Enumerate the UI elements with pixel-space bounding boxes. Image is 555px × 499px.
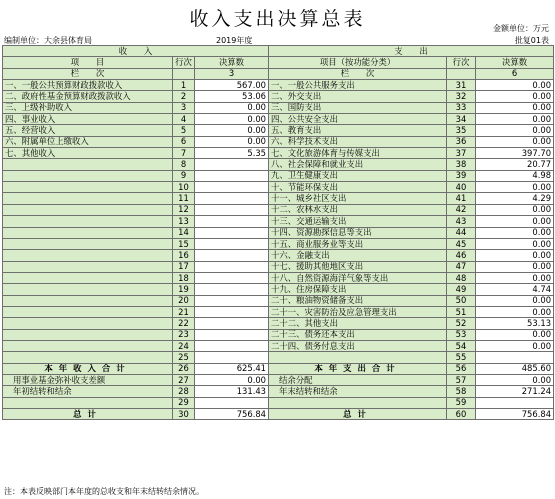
income-amount-cell — [195, 216, 269, 227]
income-item-cell: 五、经营收入 — [3, 125, 173, 136]
income-amount-cell: 5.35 — [195, 148, 269, 159]
income-amount-cell — [195, 250, 269, 261]
expense-item-cell: 年末结转和结余 — [269, 386, 447, 397]
expense-item-cell: 二、外交支出 — [269, 91, 447, 102]
summary-row — [3, 374, 554, 385]
table-row — [3, 295, 554, 306]
table-row — [3, 227, 554, 238]
expense-amount-cell: 756.84 — [476, 409, 554, 420]
income-amount-cell — [195, 397, 269, 408]
income-line-cell: 15 — [173, 238, 195, 249]
income-amount-cell: 625.41 — [195, 363, 269, 374]
summary-row — [3, 397, 554, 408]
expense-item-cell: 五、教育支出 — [269, 125, 447, 136]
expense-amount-cell: 4.29 — [476, 193, 554, 204]
expense-line-cell: 53 — [447, 329, 476, 340]
expense-item-cell: 二十一、灾害防治及应急管理支出 — [269, 306, 447, 317]
table-row — [3, 284, 554, 295]
income-line-cell: 14 — [173, 227, 195, 238]
income-line-cell: 7 — [173, 148, 195, 159]
income-item-cell — [3, 238, 173, 249]
income-line-cell: 27 — [173, 374, 195, 385]
expense-line-cell: 54 — [447, 340, 476, 351]
income-item-cell — [3, 193, 173, 204]
expense-line-cell: 43 — [447, 216, 476, 227]
expense-line-cell: 40 — [447, 182, 476, 193]
income-line-cell: 8 — [173, 159, 195, 170]
table-row — [3, 80, 554, 91]
table-row — [3, 352, 554, 363]
income-item-cell: 一、一般公共预算财政拨款收入 — [3, 80, 173, 91]
table-row — [3, 261, 554, 272]
expense-item-cell: 十七、援助其他地区支出 — [269, 261, 447, 272]
expense-line-cell: 55 — [447, 352, 476, 363]
table-row — [3, 159, 554, 170]
expense-item-cell: 二十四、债务付息支出 — [269, 340, 447, 351]
income-amount-cell — [195, 352, 269, 363]
expense-line-index — [447, 68, 476, 79]
income-amount-cell — [195, 193, 269, 204]
income-item-cell — [3, 261, 173, 272]
expense-item-cell: 十六、金融支出 — [269, 250, 447, 261]
income-line-cell: 25 — [173, 352, 195, 363]
income-line-cell: 23 — [173, 329, 195, 340]
expense-item-cell: 七、文化旅游体育与传媒支出 — [269, 148, 447, 159]
expense-column-label: 栏 次 — [269, 68, 447, 79]
income-item-cell — [3, 216, 173, 227]
expense-item-cell: 十九、住房保障支出 — [269, 284, 447, 295]
table-row — [3, 182, 554, 193]
income-item-cell: 四、事业收入 — [3, 114, 173, 125]
expense-item-cell: 四、公共安全支出 — [269, 114, 447, 125]
income-line-header: 行次 — [173, 57, 195, 68]
expense-item-cell: 结余分配 — [269, 374, 447, 385]
expense-line-cell: 31 — [447, 80, 476, 91]
expense-line-cell: 52 — [447, 318, 476, 329]
income-item-cell — [3, 340, 173, 351]
expense-line-cell: 32 — [447, 91, 476, 102]
income-line-cell: 10 — [173, 182, 195, 193]
table-row — [3, 306, 554, 317]
expense-item-cell: 十二、农林水支出 — [269, 204, 447, 215]
income-line-cell: 18 — [173, 272, 195, 283]
income-line-cell: 11 — [173, 193, 195, 204]
expense-amount-cell — [476, 352, 554, 363]
income-item-cell — [3, 352, 173, 363]
expense-line-header: 行次 — [447, 57, 476, 68]
income-line-cell: 13 — [173, 216, 195, 227]
income-amount-cell — [195, 227, 269, 238]
expense-item-cell: 三、国防支出 — [269, 102, 447, 113]
table-row — [3, 216, 554, 227]
income-line-cell: 2 — [173, 91, 195, 102]
income-section-header: 收 入 — [3, 46, 269, 57]
expense-item-cell: 二十三、债务还本支出 — [269, 329, 447, 340]
income-item-header: 项 目 — [3, 57, 173, 68]
income-line-cell: 28 — [173, 386, 195, 397]
income-line-cell: 22 — [173, 318, 195, 329]
income-amount-cell: 567.00 — [195, 80, 269, 91]
income-item-cell: 六、附属单位上缴收入 — [3, 136, 173, 147]
income-item-cell: 用事业基金弥补收支差额 — [3, 374, 173, 385]
table-row — [3, 250, 554, 261]
income-line-cell: 20 — [173, 295, 195, 306]
expense-line-cell: 49 — [447, 284, 476, 295]
income-item-cell: 本年收入合计 — [3, 363, 173, 374]
expense-item-cell: 二十、粮油物资储备支出 — [269, 295, 447, 306]
income-amount-cell: 53.06 — [195, 91, 269, 102]
expense-amount-cell: 0.00 — [476, 374, 554, 385]
table-row — [3, 204, 554, 215]
expense-item-cell: 本年支出合计 — [269, 363, 447, 374]
expense-amount-cell: 53.13 — [476, 318, 554, 329]
expense-item-cell: 十八、自然资源海洋气象等支出 — [269, 272, 447, 283]
expense-amount-cell: 0.00 — [476, 125, 554, 136]
table-row — [3, 238, 554, 249]
table-row — [3, 193, 554, 204]
expense-item-cell — [269, 352, 447, 363]
income-line-cell: 4 — [173, 114, 195, 125]
expense-line-cell: 48 — [447, 272, 476, 283]
table-row — [3, 125, 554, 136]
income-line-cell: 30 — [173, 409, 195, 420]
column-index-row — [3, 68, 554, 79]
expense-amount-cell: 0.00 — [476, 306, 554, 317]
expense-amount-cell: 0.00 — [476, 91, 554, 102]
income-amount-cell — [195, 284, 269, 295]
income-amount-cell: 0.00 — [195, 374, 269, 385]
income-item-cell — [3, 250, 173, 261]
expense-amount-cell: 0.00 — [476, 295, 554, 306]
income-item-cell: 年初结转和结余 — [3, 386, 173, 397]
income-amount-cell — [195, 329, 269, 340]
income-amount-cell — [195, 159, 269, 170]
income-line-cell: 5 — [173, 125, 195, 136]
expense-line-cell: 33 — [447, 102, 476, 113]
expense-amount-cell: 0.00 — [476, 329, 554, 340]
expense-item-cell: 十五、商业服务业等支出 — [269, 238, 447, 249]
expense-amount-cell: 0.00 — [476, 340, 554, 351]
summary-row — [3, 386, 554, 397]
expense-section-header: 支 出 — [269, 46, 554, 57]
income-line-cell: 21 — [173, 306, 195, 317]
income-amount-cell: 0.00 — [195, 114, 269, 125]
expense-amount-cell: 0.00 — [476, 114, 554, 125]
income-line-index — [173, 68, 195, 79]
expense-item-cell: 十三、交通运输支出 — [269, 216, 447, 227]
table-row — [3, 318, 554, 329]
expense-item-cell: 十、节能环保支出 — [269, 182, 447, 193]
expense-amount-cell: 0.00 — [476, 216, 554, 227]
income-item-cell — [3, 159, 173, 170]
income-amount-cell — [195, 318, 269, 329]
income-column-label: 栏 次 — [3, 68, 173, 79]
income-amount-cell — [195, 182, 269, 193]
income-line-cell: 19 — [173, 284, 195, 295]
footnote: 注：本表反映部门本年度的总收支和年末结转结余情况。 — [4, 487, 204, 496]
expense-line-cell: 46 — [447, 250, 476, 261]
income-item-cell — [3, 170, 173, 181]
expense-amount-cell: 0.00 — [476, 261, 554, 272]
expense-amount-cell: 0.00 — [476, 204, 554, 215]
income-item-cell — [3, 295, 173, 306]
expense-amount-index: 6 — [476, 68, 554, 79]
expense-item-cell: 八、社会保障和就业支出 — [269, 159, 447, 170]
expense-amount-cell: 0.00 — [476, 136, 554, 147]
income-item-cell: 七、其他收入 — [3, 148, 173, 159]
income-item-cell: 三、上级补助收入 — [3, 102, 173, 113]
expense-item-cell: 六、科学技术支出 — [269, 136, 447, 147]
form-number-label: 批复01表 — [514, 36, 549, 45]
expense-item-cell: 一、一般公共服务支出 — [269, 80, 447, 91]
expense-amount-cell — [476, 397, 554, 408]
expense-item-cell: 十一、城乡社区支出 — [269, 193, 447, 204]
income-amount-cell: 131.43 — [195, 386, 269, 397]
table-row — [3, 91, 554, 102]
income-line-cell: 17 — [173, 261, 195, 272]
expense-amount-cell: 4.74 — [476, 284, 554, 295]
income-item-cell — [3, 284, 173, 295]
income-expense-table — [2, 45, 554, 420]
income-amount-cell: 0.00 — [195, 102, 269, 113]
table-row — [3, 148, 554, 159]
expense-line-cell: 36 — [447, 136, 476, 147]
income-line-cell: 26 — [173, 363, 195, 374]
expense-line-cell: 41 — [447, 193, 476, 204]
expense-line-cell: 39 — [447, 170, 476, 181]
income-amount-cell — [195, 170, 269, 181]
income-item-cell — [3, 397, 173, 408]
income-amount-cell: 756.84 — [195, 409, 269, 420]
expense-amount-cell: 4.98 — [476, 170, 554, 181]
income-amount-cell — [195, 306, 269, 317]
expense-amount-cell: 0.00 — [476, 238, 554, 249]
income-item-cell — [3, 329, 173, 340]
expense-line-cell: 58 — [447, 386, 476, 397]
income-line-cell: 6 — [173, 136, 195, 147]
expense-line-cell: 50 — [447, 295, 476, 306]
table-row — [3, 102, 554, 113]
expense-item-cell: 九、卫生健康支出 — [269, 170, 447, 181]
expense-amount-cell: 0.00 — [476, 250, 554, 261]
income-item-cell — [3, 272, 173, 283]
income-item-cell: 二、政府性基金预算财政拨款收入 — [3, 91, 173, 102]
table-row — [3, 170, 554, 181]
expense-line-cell: 42 — [447, 204, 476, 215]
income-amount-cell — [195, 272, 269, 283]
expense-line-cell: 37 — [447, 148, 476, 159]
income-item-cell: 总计 — [3, 409, 173, 420]
expense-amount-cell: 20.77 — [476, 159, 554, 170]
table-row — [3, 329, 554, 340]
expense-amount-cell: 485.60 — [476, 363, 554, 374]
summary-row — [3, 363, 554, 374]
expense-amount-cell: 397.70 — [476, 148, 554, 159]
expense-amount-cell: 0.00 — [476, 182, 554, 193]
income-item-cell — [3, 227, 173, 238]
expense-line-cell: 59 — [447, 397, 476, 408]
income-amount-cell — [195, 238, 269, 249]
expense-line-cell: 45 — [447, 238, 476, 249]
expense-line-cell: 44 — [447, 227, 476, 238]
expense-line-cell: 51 — [447, 306, 476, 317]
income-line-cell: 24 — [173, 340, 195, 351]
income-line-cell: 3 — [173, 102, 195, 113]
amount-unit-label: 金额单位：万元 — [493, 24, 549, 33]
income-item-cell — [3, 306, 173, 317]
income-line-cell: 12 — [173, 204, 195, 215]
expense-item-cell: 二十二、其他支出 — [269, 318, 447, 329]
expense-item-cell — [269, 397, 447, 408]
income-amount-cell: 0.00 — [195, 136, 269, 147]
expense-line-cell: 35 — [447, 125, 476, 136]
table-row — [3, 340, 554, 351]
table-row — [3, 136, 554, 147]
expense-line-cell: 38 — [447, 159, 476, 170]
income-amount-cell: 0.00 — [195, 125, 269, 136]
section-header-row — [3, 46, 554, 57]
expense-amount-cell: 0.00 — [476, 272, 554, 283]
expense-amount-cell: 0.00 — [476, 102, 554, 113]
expense-amount-cell: 0.00 — [476, 227, 554, 238]
income-amount-cell — [195, 204, 269, 215]
expense-amount-cell: 271.24 — [476, 386, 554, 397]
expense-item-header: 项目（按功能分类） — [269, 57, 447, 68]
expense-line-cell: 47 — [447, 261, 476, 272]
expense-item-cell: 总计 — [269, 409, 447, 420]
income-amount-cell — [195, 340, 269, 351]
income-line-cell: 29 — [173, 397, 195, 408]
table-row — [3, 114, 554, 125]
income-line-cell: 1 — [173, 80, 195, 91]
fiscal-year-label: 2019年度 — [216, 36, 253, 45]
income-amount-cell — [195, 295, 269, 306]
expense-line-cell: 57 — [447, 374, 476, 385]
income-amount-index: 3 — [195, 68, 269, 79]
organization-label: 编制单位：大余县体育局 — [4, 36, 92, 45]
income-item-cell — [3, 182, 173, 193]
income-amount-cell — [195, 261, 269, 272]
expense-line-cell: 60 — [447, 409, 476, 420]
expense-line-cell: 56 — [447, 363, 476, 374]
income-line-cell: 16 — [173, 250, 195, 261]
expense-amount-cell: 0.00 — [476, 80, 554, 91]
income-amount-header: 决算数 — [195, 57, 269, 68]
column-header-row — [3, 57, 554, 68]
income-item-cell — [3, 318, 173, 329]
expense-amount-header: 决算数 — [476, 57, 554, 68]
expense-item-cell: 十四、资源勘探信息等支出 — [269, 227, 447, 238]
income-item-cell — [3, 204, 173, 215]
table-row — [3, 272, 554, 283]
summary-row — [3, 409, 554, 420]
report-title: 收入支出决算总表 — [189, 8, 366, 30]
expense-line-cell: 34 — [447, 114, 476, 125]
income-line-cell: 9 — [173, 170, 195, 181]
